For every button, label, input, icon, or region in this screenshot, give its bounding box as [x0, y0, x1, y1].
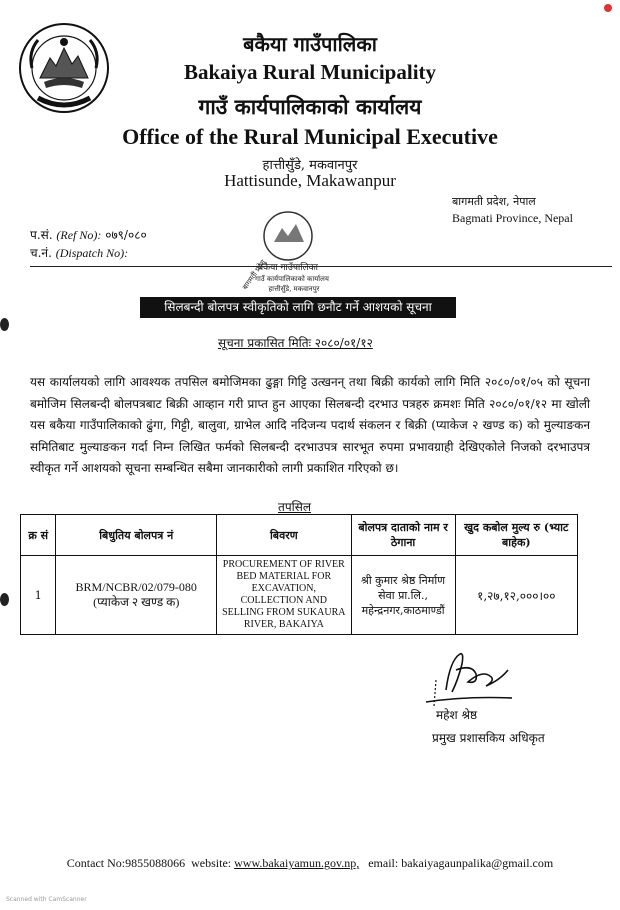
- signatory-title: प्रमुख प्रशासकिय अधिकृत: [432, 731, 545, 745]
- schedule-heading: तपसिल: [278, 500, 312, 514]
- province-english: Bagmati Province, Nepal: [452, 211, 573, 225]
- punch-hole-mark: [0, 318, 9, 331]
- bid-table: [20, 514, 578, 635]
- header-bidder: बोलपत्र दाताको नाम र ठेगाना: [351, 515, 455, 556]
- footer-website-link[interactable]: www.bakaiyamun.gov.np,: [234, 856, 360, 870]
- notice-body: यस कार्यालयको लागि आवश्यक तपसिल बमोजिमका ढुङ्गा गिट्टि उत्खनन् तथा बिक्री कार्यको लागि मिति २०८०/०१/०५ को सूचना बमोजिम सिलबन्दी बोलपत्रबाट बिक्री आव्हान गरी प्राप्त हुन आएका सिलबन्दी दरभाउ पत्रहरु क्रमशः मिति २०८०/०१/१२ मा खोली यस बकैया गाउँपालिकाको ढुंगा, गिट्टी, बालुवा, ग्राभेल आदि नदिजन्य पदार्थ संकलन र बिक्री (प्याकेज २ खण्ड क) को मुल्याङकन समितिबाट मुल्याङकन गर्दा निम्न लिखित फर्मको सिलबन्दी दरभाउपत्र सारभूत रुपमा प्रभावग्राही देखिएकोले निजको दरभाउपत्र स्वीकृत गर्ने आशयको सूचना सम्बन्धित सबैमा जानकारीको लागी प्रकाशित गरिएको छ।: [30, 375, 590, 475]
- scanner-watermark: Scanned with CamScanner: [6, 896, 87, 903]
- published-date: सूचना प्रकासित मितिः २०८०/०१/१२: [218, 336, 373, 350]
- ref-label-english: (Ref No):: [56, 228, 102, 242]
- header-serial: क्र सं: [21, 515, 56, 556]
- stamp-text-mid: गाउँ कार्यपालिकाको कार्यालय: [255, 275, 329, 283]
- reference-number: [30, 226, 147, 243]
- table-header-row: [21, 515, 578, 556]
- cell-bidder: श्री कुमार श्रेष्ठ निर्माण सेवा प्रा.लि., महेन्द्रनगर,काठमाण्डौं: [351, 556, 455, 635]
- punch-hole-mark: [0, 593, 9, 606]
- header-bid-number: बिधुतिय बोलपत्र नं: [56, 515, 217, 556]
- footer-phone: Contact No:9855088066: [66, 856, 186, 870]
- ref-value: ०७९/०८०: [105, 228, 147, 242]
- signature-image: [416, 640, 526, 710]
- header-divider: [30, 266, 612, 267]
- office-name-nepali: गाउँ कार्यपालिकाको कार्यालय: [198, 94, 422, 119]
- address-nepali: हात्तीसुँडे, मकवानपुर: [262, 158, 358, 173]
- signatory-name: महेश श्रेष्ठ: [436, 708, 478, 722]
- table-row: [21, 556, 578, 635]
- footer-website-label: website:: [191, 856, 232, 870]
- cell-description: PROCUREMENT OF RIVER BED MATERIAL FOR EXCAVATION, COLLECTION AND SELLING FROM SUKAURA RIVER, BAKAIYA: [217, 556, 351, 635]
- cell-bid-number: BRM/NCBR/02/079-080 (प्याकेज २ खण्ड क): [56, 556, 217, 635]
- province-nepali: बागमती प्रदेश, नेपाल: [452, 195, 536, 208]
- cell-amount: १,२७,१२,०००।००: [455, 556, 577, 635]
- notice-title-banner: सिलबन्दी बोलपत्र स्वीकृतिको लागि छनौट गर्ने आशयको सूचना: [140, 297, 456, 318]
- footer-email-link[interactable]: bakaiyagaunpalika@gmail.com: [401, 856, 554, 870]
- scan-dot-mark: [604, 4, 612, 12]
- header-description: बिवरण: [217, 515, 351, 556]
- dispatch-label-nepali: च.नं.: [30, 246, 52, 260]
- office-stamp: [232, 206, 344, 298]
- footer-contact: [0, 856, 620, 871]
- office-name-english: Office of the Rural Municipal Executive: [122, 124, 498, 149]
- address-english: Hattisunde, Makawanpur: [224, 171, 396, 190]
- cell-serial: 1: [21, 556, 56, 635]
- municipality-name-nepali: बकैया गाउँपालिका: [243, 32, 377, 56]
- municipality-name-english: Bakaiya Rural Municipality: [183, 60, 437, 84]
- dispatch-number: [30, 244, 128, 261]
- stamp-text-bottom: हात्तीसुँडे, मकवानपुर: [268, 285, 320, 293]
- header-amount: खुद कबोल मुल्य रु (भ्याट बाहेक): [455, 515, 577, 556]
- ref-label-nepali: प.सं.: [30, 228, 53, 242]
- footer-email-label: email:: [368, 856, 399, 870]
- stamp-text-top: बकैया गाउँपालिका: [258, 263, 318, 273]
- dispatch-label-english: (Dispatch No):: [55, 246, 129, 260]
- stamp-text-side: बागमती प्रदेश: [241, 258, 268, 292]
